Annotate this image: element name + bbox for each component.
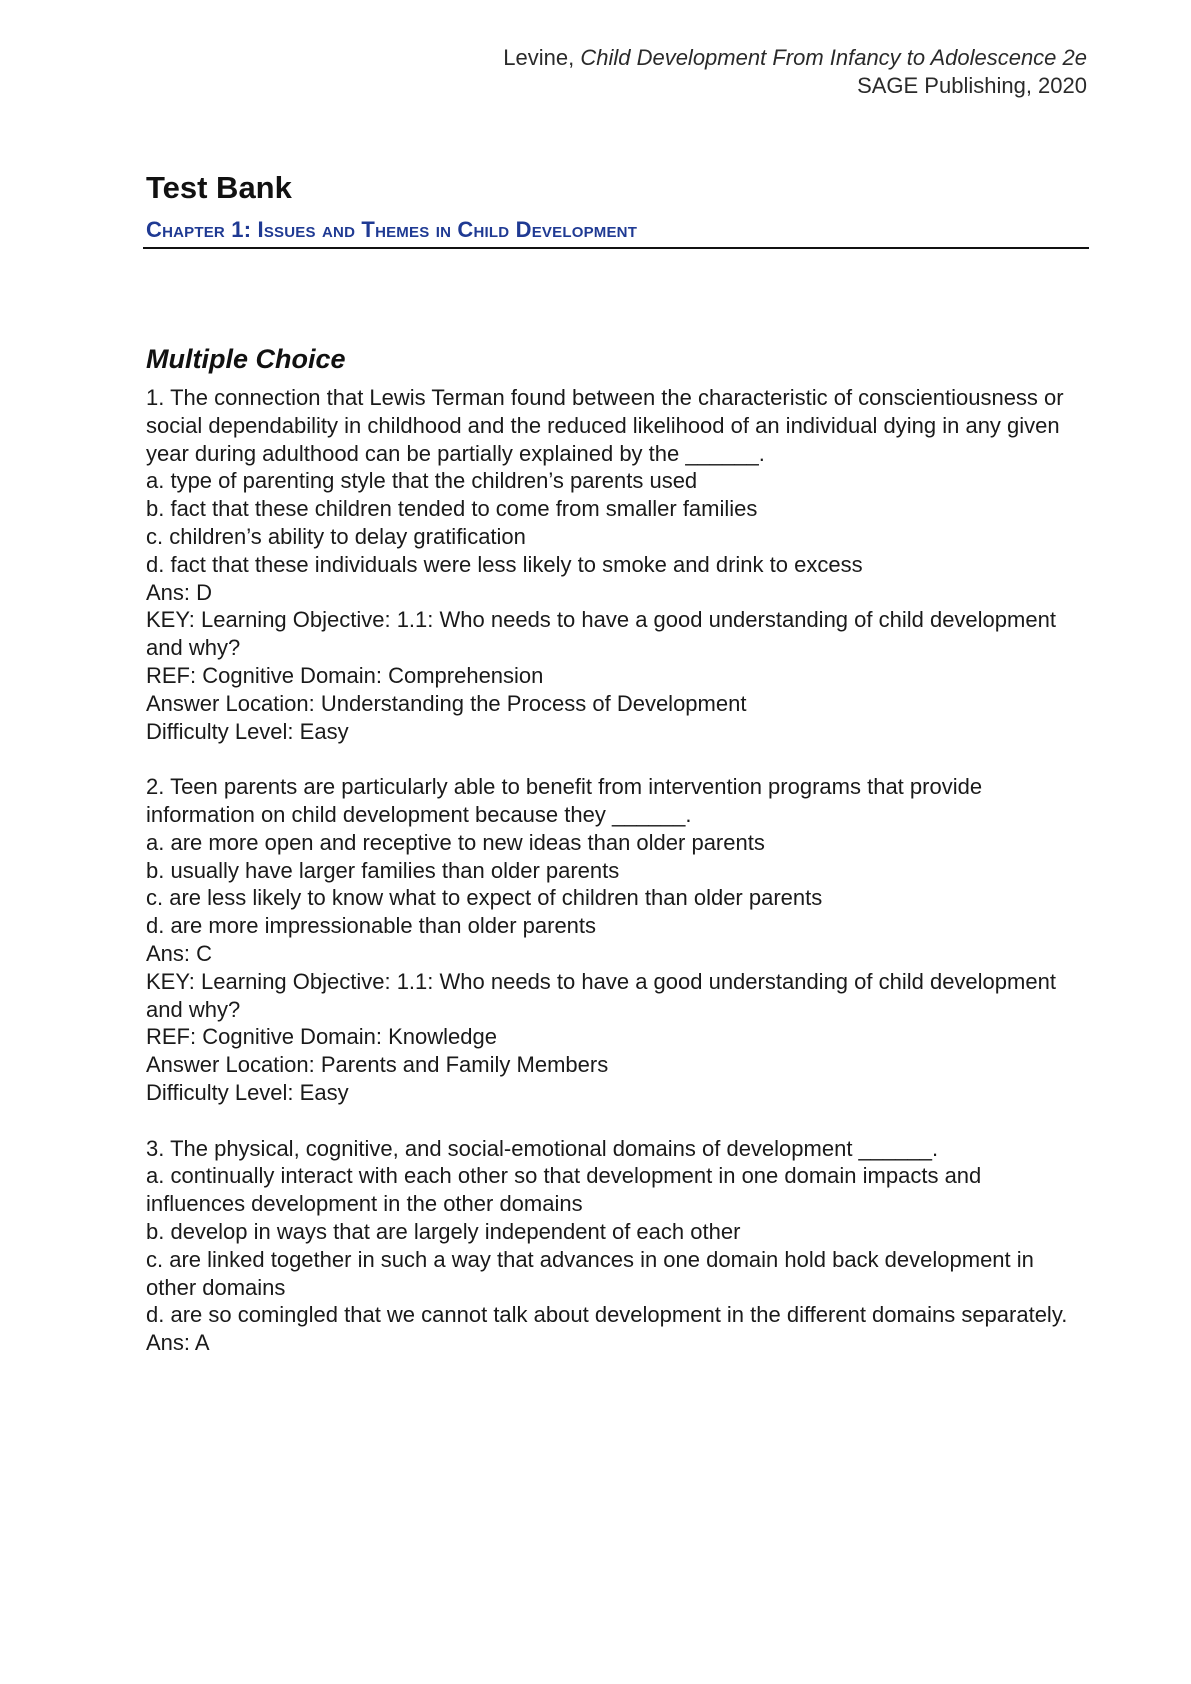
publisher-line: SAGE Publishing, 2020 — [857, 73, 1087, 98]
answer-option: d. are so comingled that we cannot talk about development in the different domains separately. — [146, 1302, 1068, 1328]
answer-key: Ans: C — [146, 940, 213, 966]
answer-option: b. develop in ways that are largely independent of each other — [146, 1218, 741, 1244]
question-stem: 2. Teen parents are particularly able to benefit from intervention programs that provide information on child development because they ______. — [146, 774, 983, 827]
difficulty-level: Difficulty Level: Easy — [146, 1079, 349, 1105]
cognitive-domain: REF: Cognitive Domain: Knowledge — [146, 1024, 497, 1050]
section-heading: Multiple Choice — [146, 344, 346, 374]
question-2 — [146, 773, 1086, 1107]
book-title: Child Development From Infancy to Adolescence 2e — [580, 45, 1087, 70]
questions-list — [146, 384, 1086, 1385]
heading-divider — [143, 247, 1089, 249]
answer-option: d. fact that these individuals were less likely to smoke and drink to excess — [146, 551, 863, 577]
answer-key: Ans: A — [146, 1330, 210, 1356]
page-title: Test Bank — [146, 170, 292, 205]
answer-location: Answer Location: Understanding the Process of Development — [146, 690, 747, 716]
answer-option: a. are more open and receptive to new ideas than older parents — [146, 829, 765, 855]
answer-option: a. type of parenting style that the children’s parents used — [146, 468, 698, 494]
learning-objective: KEY: Learning Objective: 1.1: Who needs to have a good understanding of child development and why? — [146, 607, 1056, 661]
answer-option: d. are more impressionable than older parents — [146, 913, 597, 939]
answer-key: Ans: D — [146, 579, 213, 605]
question-3 — [146, 1135, 1086, 1357]
answer-option: c. children’s ability to delay gratification — [146, 523, 526, 549]
answer-option: a. continually interact with each other so that development in one domain impacts and influences development in the other domains — [146, 1163, 982, 1217]
running-header — [503, 44, 1087, 100]
answer-option: c. are linked together in such a way that advances in one domain hold back development in other domains — [146, 1246, 1034, 1300]
chapter-heading: Chapter 1: Issues and Themes in Child Development — [146, 217, 638, 242]
question-stem: 1. The connection that Lewis Terman found between the characteristic of conscientiousness or social dependability in childhood and the reduced likelihood of an individual dying in any given year during adulthood can be partially explained by the ______. — [146, 385, 1064, 466]
question-stem: 3. The physical, cognitive, and social-emotional domains of development ______. — [146, 1135, 939, 1161]
author-name: Levine, — [503, 45, 575, 70]
book-citation — [503, 44, 1087, 72]
answer-option: b. fact that these children tended to come from smaller families — [146, 496, 758, 522]
question-1 — [146, 384, 1086, 745]
answer-option: c. are less likely to know what to expect of children than older parents — [146, 885, 823, 911]
answer-option: b. usually have larger families than older parents — [146, 857, 620, 883]
answer-location: Answer Location: Parents and Family Members — [146, 1052, 609, 1078]
cognitive-domain: REF: Cognitive Domain: Comprehension — [146, 662, 544, 688]
learning-objective: KEY: Learning Objective: 1.1: Who needs to have a good understanding of child development and why? — [146, 968, 1056, 1022]
difficulty-level: Difficulty Level: Easy — [146, 718, 349, 744]
